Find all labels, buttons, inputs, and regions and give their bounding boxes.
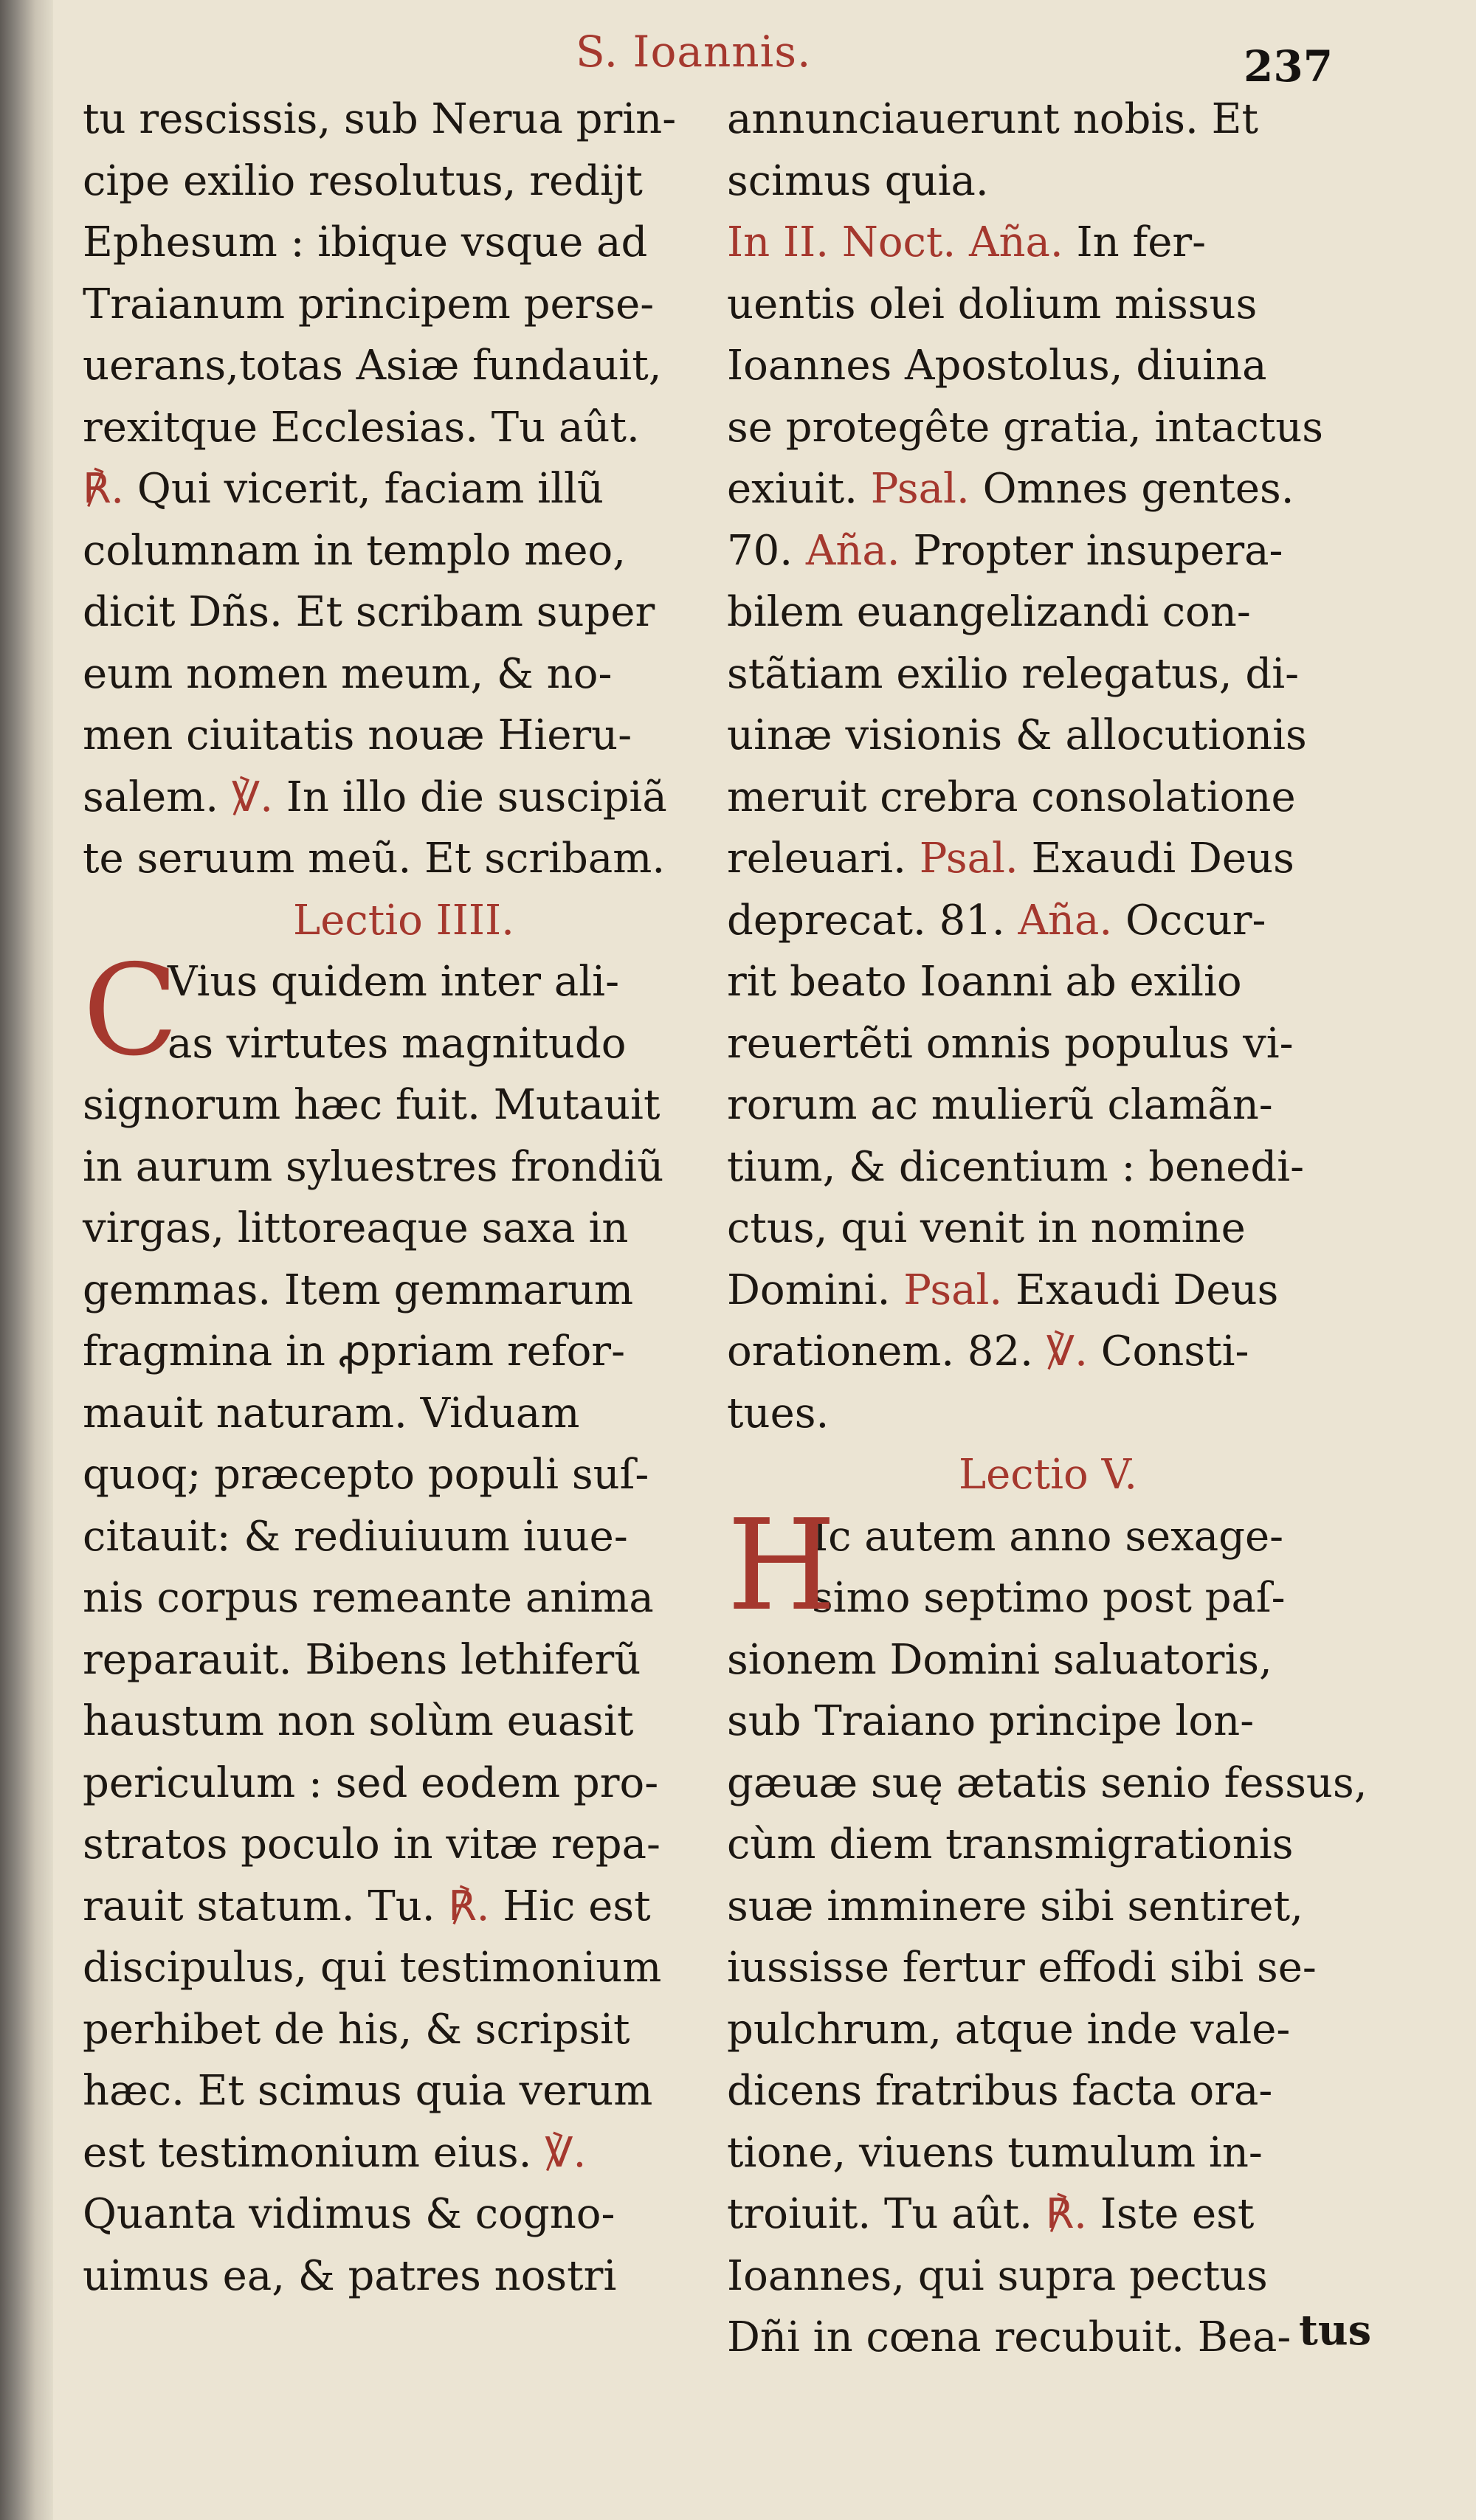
line-text: simo septimo post paſ- — [812, 1574, 1286, 1622]
line-text: mauit naturam. Viduam — [83, 1389, 580, 1437]
right-column-line — [727, 2306, 1372, 2369]
line-text: Hic est — [503, 1882, 651, 1930]
rubric-mark: Psal. — [870, 465, 970, 513]
line-text: uentis olei dolium missus — [727, 280, 1258, 328]
right-column-line — [727, 1383, 1369, 1445]
left-column-line — [83, 212, 725, 274]
rubric-mark: ℣. — [545, 2128, 587, 2177]
line-text: rauit statum. Tu. — [83, 1882, 435, 1930]
line-text: tues. — [727, 1389, 830, 1437]
line-text: as virtutes magnitudo — [168, 1019, 627, 1068]
line-text: dicens fratribus facta ora- — [727, 2067, 1273, 2115]
line-text: salem. — [83, 773, 219, 821]
line-text: Qui vicerit, faciam illũ — [137, 465, 604, 513]
drop-capital: C — [83, 938, 179, 1084]
line-text: Ic autem anno sexage- — [812, 1512, 1284, 1561]
left-column-line — [83, 335, 725, 397]
line-text: est testimonium eius. — [83, 2128, 532, 2177]
line-text: Occur- — [1125, 896, 1266, 945]
right-column-line — [727, 951, 1369, 1013]
line-text: ctus, qui venit in nomine — [727, 1204, 1246, 1252]
line-text: hæc. Et scimus quia verum — [83, 2067, 653, 2115]
line-text: perhibet de his, & scripsit — [83, 2005, 630, 2054]
line-text: In illo die suscipiã — [286, 773, 667, 821]
right-column-line — [727, 1691, 1369, 1753]
rubric-mark: Psal. — [903, 1266, 1003, 1314]
left-column-line — [83, 151, 725, 213]
left-column-line — [83, 89, 725, 151]
line-text: in aurum syluestres frondiũ — [83, 1142, 664, 1191]
line-text: In fer- — [1076, 218, 1207, 266]
right-column-line — [727, 151, 1369, 213]
rubric-mark: Aña. — [805, 526, 900, 575]
right-column-line — [727, 458, 1369, 520]
line-text: uinæ visionis & allocutionis — [727, 711, 1307, 759]
left-column-line — [83, 274, 725, 336]
line-text: signorum hæc fuit. Mutauit — [83, 1081, 661, 1129]
running-head: S. Ioannis. — [576, 27, 812, 77]
line-text: se protegête gratia, intactus — [727, 403, 1324, 452]
right-column-line — [727, 335, 1369, 397]
rubric-mark: ℟. — [448, 1882, 490, 1930]
line-text: pulchrum, atque inde vale- — [727, 2005, 1291, 2054]
line-text: releuari. — [727, 835, 906, 883]
right-column-line — [727, 274, 1369, 336]
line-text: sub Traiano principe lon- — [727, 1697, 1255, 1745]
line-text: stãtiam exilio relegatus, di- — [727, 649, 1300, 698]
line-text: quoq; præcepto populi suſ- — [83, 1451, 649, 1499]
line-text: bilem euangelizandi con- — [727, 588, 1251, 636]
right-column-line — [727, 1013, 1369, 1075]
line-text: tu rescissis, sub Nerua prin- — [83, 95, 677, 143]
left-column-line — [83, 1999, 725, 2061]
line-text: gæuæ suę ætatis senio fessus, — [727, 1758, 1368, 1807]
line-text: periculum : sed eodem pro- — [83, 1758, 659, 1807]
left-column-line — [83, 1013, 725, 1075]
left-column — [83, 89, 725, 2307]
line-text: reparauit. Bibens lethiferũ — [83, 1635, 641, 1684]
line-text: meruit crebra consolatione — [727, 773, 1296, 821]
line-text: Ephesum : ibique vsque ad — [83, 218, 648, 266]
right-column-line — [727, 1753, 1369, 1815]
left-column-line — [83, 890, 725, 952]
right-column-line — [727, 2184, 1369, 2245]
line-text: rexitque Ecclesias. Tu aût. — [83, 403, 640, 452]
line-text: cipe exilio resolutus, redijt — [83, 156, 643, 205]
line-text: Propter insupera- — [913, 526, 1283, 575]
left-column-line — [83, 1937, 725, 1999]
line-text: Vius quidem inter ali- — [168, 958, 620, 1006]
lectio-heading: Lectio V. — [958, 1451, 1138, 1499]
left-column-line — [83, 581, 725, 643]
rubric-mark: ℟. — [1045, 2190, 1087, 2238]
line-text: Iste est — [1100, 2190, 1255, 2238]
line-text: columnam in templo meo, — [83, 526, 627, 575]
right-column-line — [727, 1999, 1369, 2061]
catchword: tus — [1299, 2306, 1372, 2355]
right-column-line — [727, 397, 1369, 459]
line-text: Consti- — [1100, 1328, 1249, 1375]
line-text: uimus ea, & patres nostri — [83, 2251, 617, 2300]
line-text: nis corpus remeante anima — [83, 1574, 654, 1622]
line-text: rorum ac mulierũ clamãn- — [727, 1081, 1273, 1129]
right-column — [727, 89, 1372, 2369]
right-column-line — [727, 1136, 1369, 1198]
right-column-line — [727, 1074, 1369, 1136]
lectio-heading: Lectio IIII. — [293, 896, 514, 945]
line-text: virgas, littoreaque saxa in — [83, 1204, 629, 1252]
line-text: suæ imminere sibi sentiret, — [727, 1882, 1303, 1930]
line-text: Domini. — [727, 1266, 891, 1314]
line-text: men ciuitatis nouæ Hieru- — [83, 711, 632, 759]
line-text: uerans,totas Asiæ fundauit, — [83, 342, 662, 390]
line-text: stratos poculo in vitæ repa- — [83, 1820, 661, 1868]
line-text: Dñi in cœna recubuit. Bea- — [727, 2313, 1292, 2361]
line-text: Exaudi Deus — [1031, 835, 1294, 883]
right-column-line — [727, 767, 1369, 829]
line-text: citauit: & rediuiuum iuue- — [83, 1512, 628, 1561]
line-text: exiuit. — [727, 465, 858, 513]
right-column-line — [727, 1814, 1369, 1876]
line-text: reuertẽti omnis populus vi- — [727, 1019, 1294, 1068]
right-column-line — [727, 581, 1369, 643]
line-text: Traianum principem perse- — [83, 280, 655, 328]
left-column-line — [83, 1629, 725, 1691]
right-column-line — [727, 1198, 1369, 1260]
line-text: cùm diem transmigrationis — [727, 1820, 1294, 1868]
line-text: eum nomen meum, & no- — [83, 649, 613, 698]
right-column-line — [727, 520, 1369, 582]
right-column-line — [727, 212, 1369, 274]
line-text: Exaudi Deus — [1015, 1266, 1279, 1314]
line-text: Ioannes Apostolus, diuina — [727, 342, 1267, 390]
line-text: tione, viuens tumulum in- — [727, 2128, 1263, 2177]
left-column-line — [83, 2122, 725, 2184]
left-column-line — [83, 1321, 725, 1383]
line-text: Quanta vidimus & cogno- — [83, 2190, 615, 2238]
left-column-line — [83, 2245, 725, 2307]
left-column-line — [83, 397, 725, 459]
right-column-line — [727, 643, 1369, 705]
line-text: sionem Domini saluatoris, — [727, 1635, 1272, 1684]
line-text: gemmas. Item gemmarum — [83, 1266, 634, 1314]
left-column-line — [83, 1876, 725, 1938]
line-text: Ioannes, qui supra pectus — [727, 2251, 1268, 2300]
line-text: dicit Dñs. Et scribam super — [83, 588, 655, 636]
right-column-line — [727, 1321, 1369, 1383]
right-column-line — [727, 89, 1369, 151]
rubric-mark: ℣. — [1046, 1328, 1088, 1375]
line-text: haustum non solùm euasit — [83, 1697, 634, 1745]
left-column-line — [83, 1691, 725, 1753]
left-column-line — [83, 1444, 725, 1506]
left-column-line — [83, 1383, 725, 1445]
rubric-mark: Aña. — [1018, 896, 1113, 945]
right-column-line — [727, 2122, 1369, 2184]
line-text: discipulus, qui testimonium — [83, 1944, 662, 1992]
page-number: 237 — [1244, 41, 1334, 92]
line-text: scimus quia. — [727, 156, 989, 205]
left-column-line — [83, 458, 725, 520]
line-text: 70. — [727, 526, 793, 575]
left-column-line — [83, 705, 725, 767]
line-text: orationem. 82. — [727, 1328, 1033, 1375]
left-column-line — [83, 643, 725, 705]
rubric-mark: ℟. — [83, 465, 125, 513]
left-column-line — [83, 1567, 725, 1629]
right-column-line — [727, 1260, 1369, 1322]
left-column-line — [83, 1136, 725, 1198]
line-text: te seruum meũ. Et scribam. — [83, 835, 666, 883]
left-column-line — [83, 2184, 725, 2245]
line-text: fragmina in ꝓpriam refor- — [83, 1328, 625, 1375]
left-column-line — [83, 1753, 725, 1815]
line-text: tium, & dicentium : benedi- — [727, 1142, 1305, 1191]
right-column-line — [727, 2245, 1369, 2307]
line-text: annunciauerunt nobis. Et — [727, 95, 1258, 143]
left-column-line — [83, 520, 725, 582]
line-text: rit beato Ioanni ab exilio — [727, 958, 1242, 1006]
rubric-mark: In II. Noct. Aña. — [727, 218, 1063, 266]
rubric-mark: Psal. — [919, 835, 1018, 883]
right-column-line — [727, 890, 1369, 952]
drop-capital: H — [727, 1492, 837, 1639]
left-column-line — [83, 2060, 725, 2122]
right-column-line — [727, 1937, 1369, 1999]
binding-gutter — [0, 0, 53, 2520]
rubric-mark: ℣. — [231, 773, 273, 821]
left-column-line — [83, 1074, 725, 1136]
left-column-line — [83, 828, 725, 890]
left-column-line — [83, 767, 725, 829]
line-text: troiuit. Tu aût. — [727, 2190, 1032, 2238]
right-column-line — [727, 2060, 1369, 2122]
left-column-line — [83, 1260, 725, 1322]
left-column-line — [83, 1814, 725, 1876]
left-column-line — [83, 1506, 725, 1568]
line-text: deprecat. 81. — [727, 896, 1005, 945]
right-column-line — [727, 705, 1369, 767]
line-text: Omnes gentes. — [982, 465, 1294, 513]
line-text: iussisse fertur effodi sibi se- — [727, 1944, 1317, 1992]
left-column-line — [83, 1198, 725, 1260]
right-column-line — [727, 828, 1369, 890]
right-column-line — [727, 1876, 1369, 1938]
